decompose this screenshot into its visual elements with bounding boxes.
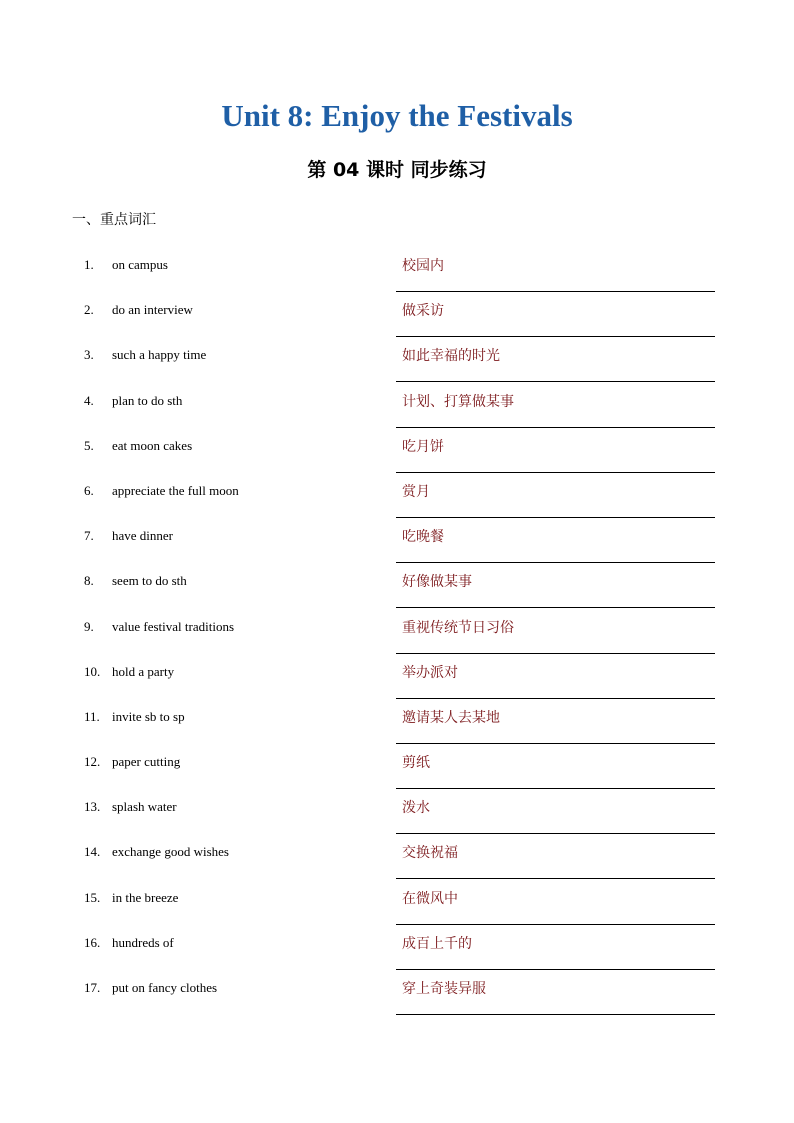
chinese-answer: 吃月饼	[402, 438, 444, 455]
item-number: 12.	[84, 754, 101, 770]
english-phrase: hold a party	[112, 663, 175, 679]
item-number: 3.	[84, 347, 94, 363]
answer-line[interactable]	[396, 525, 715, 563]
english-phrase: invite sb to sp	[112, 708, 185, 724]
vocabulary-item	[0, 250, 794, 295]
english-phrase: do an interview	[112, 302, 193, 318]
vocabulary-item	[0, 521, 794, 566]
vocabulary-item	[0, 340, 794, 385]
english-phrase: put on fancy clothes	[112, 980, 218, 995]
item-number: 8.	[84, 573, 94, 589]
chinese-answer: 剪纸	[402, 755, 430, 772]
answer-line[interactable]	[396, 796, 715, 834]
answer-line[interactable]	[396, 435, 715, 473]
english-phrase: plan to do sth	[112, 392, 183, 408]
item-number: 15.	[84, 889, 101, 905]
chinese-answer: 吃晚餐	[402, 529, 444, 546]
chinese-answer: 赏月	[402, 483, 430, 500]
vocabulary-item	[0, 747, 794, 792]
document-subtitle: 第 04 课时 同步练习	[307, 159, 487, 181]
chinese-answer: 成百上千的	[402, 935, 472, 952]
item-number: 10.	[84, 663, 101, 679]
vocabulary-item	[0, 295, 794, 340]
section-heading: 一、重点词汇	[72, 212, 156, 228]
chinese-answer: 举办派对	[402, 664, 458, 681]
item-number: 11.	[84, 708, 100, 724]
english-phrase: in the breeze	[112, 889, 179, 905]
answer-line[interactable]	[396, 299, 715, 337]
vocabulary-item	[0, 973, 794, 1018]
vocabulary-list	[0, 250, 794, 1018]
answer-line[interactable]	[396, 661, 715, 699]
chinese-answer: 重视传统节日习俗	[402, 619, 514, 636]
item-number: 16.	[84, 934, 101, 950]
answer-line[interactable]	[396, 616, 715, 654]
vocabulary-item	[0, 883, 794, 928]
answer-line[interactable]	[396, 390, 715, 428]
answer-line[interactable]	[396, 254, 715, 292]
item-number: 7.	[84, 528, 94, 544]
answer-line[interactable]	[396, 841, 715, 879]
chinese-answer: 做采访	[402, 303, 444, 320]
chinese-answer: 穿上奇装异服	[402, 981, 486, 997]
item-number: 13.	[84, 799, 101, 815]
item-number: 9.	[84, 618, 94, 634]
chinese-answer: 交换祝福	[402, 845, 458, 862]
english-phrase: appreciate the full moon	[112, 482, 239, 498]
item-number: 17.	[84, 980, 101, 995]
vocabulary-item	[0, 837, 794, 882]
chinese-answer: 如此幸福的时光	[402, 348, 500, 365]
chinese-answer: 邀请某人去某地	[402, 709, 500, 726]
item-number: 2.	[84, 302, 94, 318]
english-phrase: seem to do sth	[112, 573, 187, 589]
english-phrase: splash water	[112, 799, 177, 815]
answer-line[interactable]	[396, 751, 715, 789]
item-number: 14.	[84, 844, 101, 860]
vocabulary-item	[0, 476, 794, 521]
answer-line[interactable]	[396, 887, 715, 925]
answer-line[interactable]	[396, 706, 715, 744]
vocabulary-item	[0, 566, 794, 611]
chinese-answer: 泼水	[402, 800, 430, 817]
vocabulary-item	[0, 702, 794, 747]
answer-line[interactable]	[396, 570, 715, 608]
vocabulary-item	[0, 386, 794, 431]
chinese-answer: 校园内	[402, 258, 444, 274]
vocabulary-item	[0, 928, 794, 973]
english-phrase: exchange good wishes	[112, 844, 229, 860]
english-phrase: hundreds of	[112, 934, 174, 950]
english-phrase: on campus	[112, 257, 168, 272]
answer-line[interactable]	[396, 344, 715, 382]
answer-line[interactable]	[396, 932, 715, 970]
item-number: 1.	[84, 257, 94, 272]
vocabulary-item	[0, 612, 794, 657]
document-title: Unit 8: Enjoy the Festivals	[221, 98, 573, 133]
english-phrase: such a happy time	[112, 347, 207, 363]
english-phrase: eat moon cakes	[112, 437, 193, 453]
answer-line[interactable]	[396, 480, 715, 518]
item-number: 4.	[84, 392, 94, 408]
item-number: 5.	[84, 437, 94, 453]
english-phrase: paper cutting	[112, 754, 181, 770]
english-phrase: value festival traditions	[112, 618, 235, 634]
chinese-answer: 计划、打算做某事	[402, 393, 514, 410]
chinese-answer: 好像做某事	[402, 574, 472, 591]
vocabulary-item	[0, 792, 794, 837]
item-number: 6.	[84, 482, 94, 498]
answer-line[interactable]	[396, 977, 715, 1015]
chinese-answer: 在微风中	[402, 890, 458, 907]
vocabulary-item	[0, 431, 794, 476]
english-phrase: have dinner	[112, 528, 174, 544]
vocabulary-item	[0, 657, 794, 702]
